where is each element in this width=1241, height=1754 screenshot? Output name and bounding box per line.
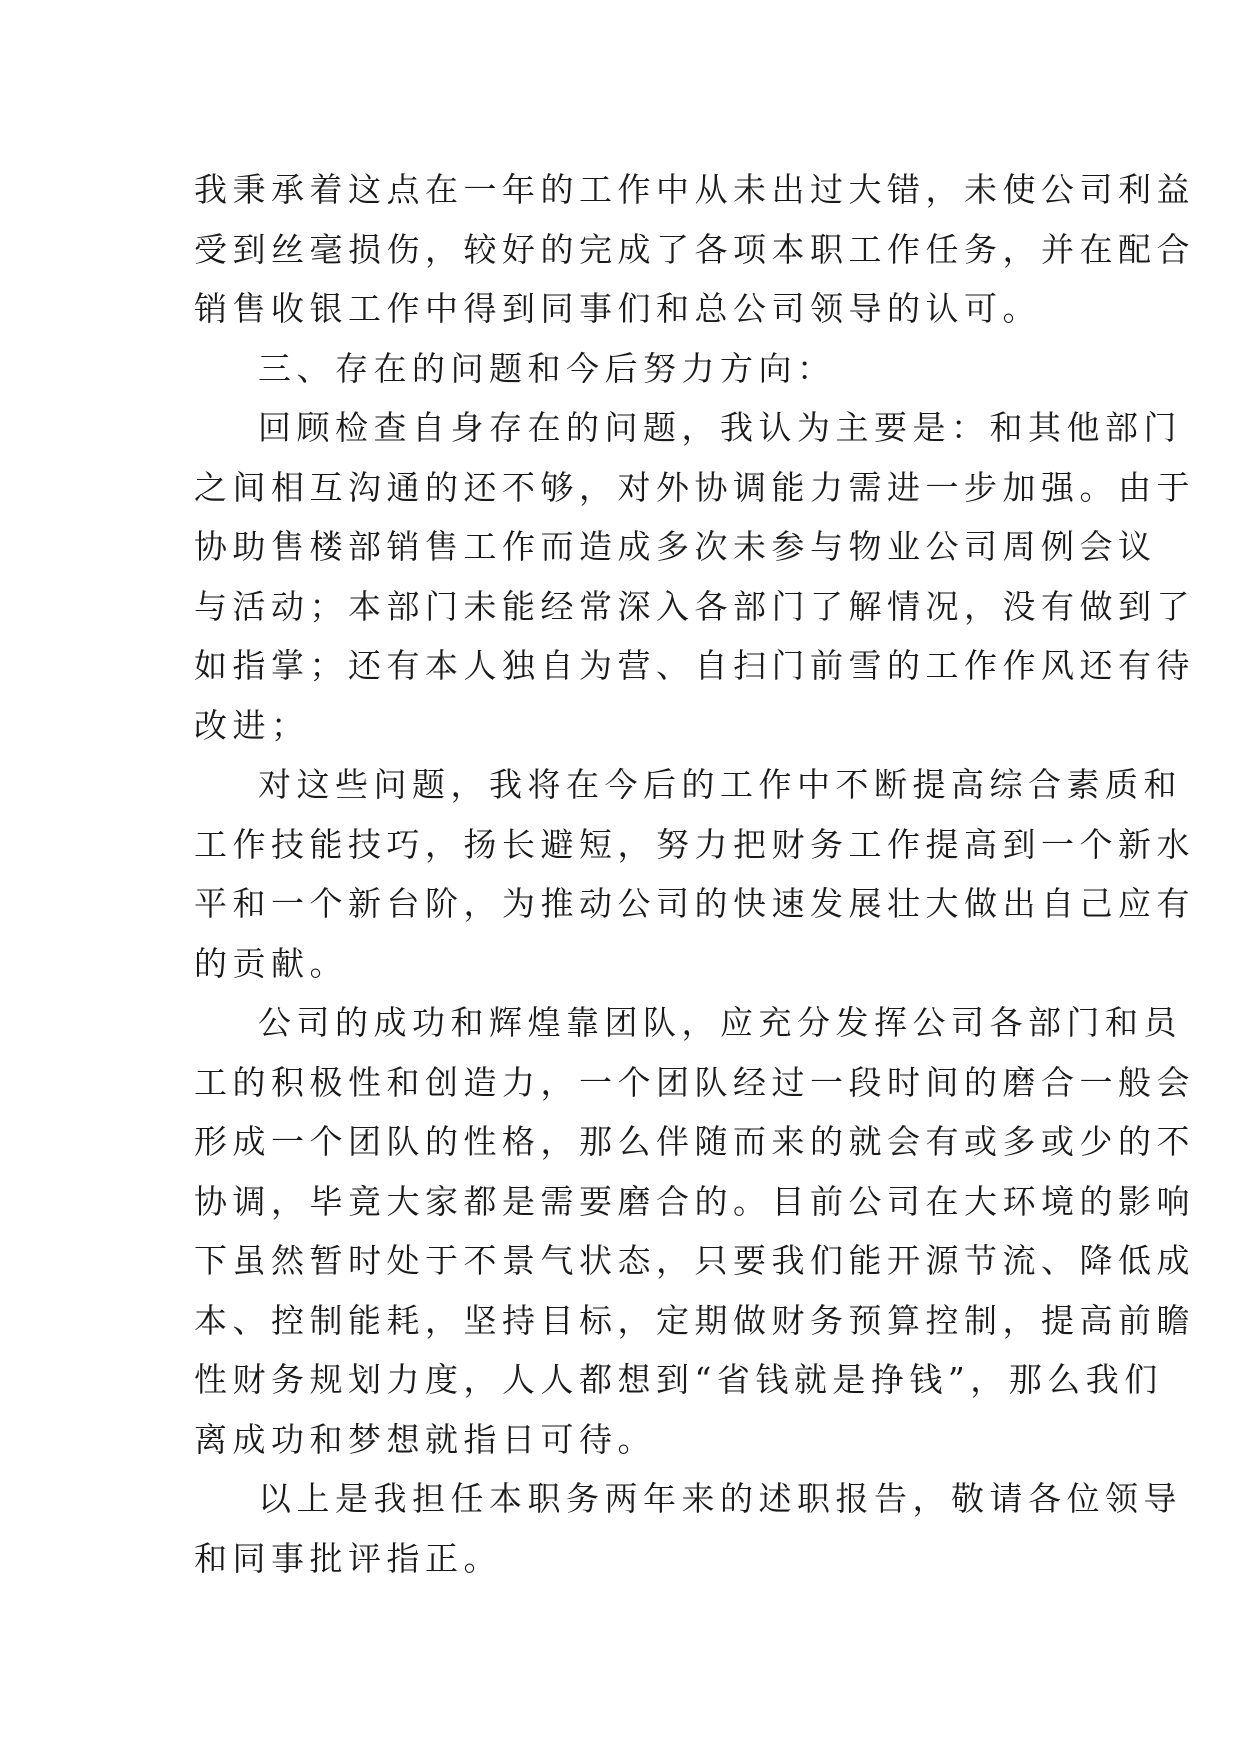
text-line: 协助售楼部销售工作而造成多次未参与物业公司周例会议	[194, 527, 1157, 566]
text-line: 平和一个新台阶，为推动公司的快速发展壮大做出自己应有	[194, 884, 1195, 923]
text-line: 对这些问题，我将在今后的工作中不断提高综合素质和	[258, 765, 1182, 804]
text-line: 离成功和梦想就指日可待。	[194, 1419, 656, 1459]
text-line: 下虽然暂时处于不景气状态，只要我们能开源节流、降低成	[194, 1241, 1195, 1280]
text-line: 和同事批评指正。	[194, 1538, 502, 1578]
text-line: 协调，毕竟大家都是需要磨合的。目前公司在大环境的影响	[194, 1181, 1195, 1221]
text-line: 的贡献。	[194, 943, 348, 983]
text-line: 受到丝毫损伤，较好的完成了各项本职工作任务，并在配合	[194, 229, 1195, 269]
text-line: 改进；	[194, 705, 310, 745]
text-line: 我秉承着这点在一年的工作中从未出过大错，未使公司利益	[194, 170, 1195, 209]
text-line: 工的积极性和创造力，一个团队经过一段时间的磨合一般会	[194, 1062, 1195, 1102]
text-line: 之间相互沟通的还不够，对外协调能力需进一步加强。由于	[194, 467, 1195, 507]
text-line: 与活动；本部门未能经常深入各部门了解情况，没有做到了	[194, 586, 1195, 626]
document-body	[194, 160, 1195, 1588]
section-heading: 三、存在的问题和今后努力方向：	[258, 348, 836, 388]
text-line: 性财务规划力度，人人都想到“省钱就是挣钱”，那么我们	[194, 1360, 1163, 1399]
text-line: 以上是我担任本职务两年来的述职报告，敬请各位领导	[258, 1479, 1182, 1518]
text-line: 形成一个团队的性格，那么伴随而来的就会有或多或少的不	[194, 1122, 1195, 1161]
text-line: 公司的成功和辉煌靠团队，应充分发挥公司各部门和员	[258, 1003, 1182, 1042]
text-line: 工作技能技巧，扬长避短，努力把财务工作提高到一个新水	[194, 824, 1195, 864]
text-line: 如指掌；还有本人独自为营、自扫门前雪的工作作风还有待	[194, 646, 1195, 685]
text-line: 销售收银工作中得到同事们和总公司领导的认可。	[194, 289, 1041, 328]
text-line: 回顾检查自身存在的问题，我认为主要是：和其他部门	[258, 408, 1182, 447]
text-line: 本、控制能耗，坚持目标，定期做财务预算控制，提高前瞻	[194, 1300, 1195, 1340]
